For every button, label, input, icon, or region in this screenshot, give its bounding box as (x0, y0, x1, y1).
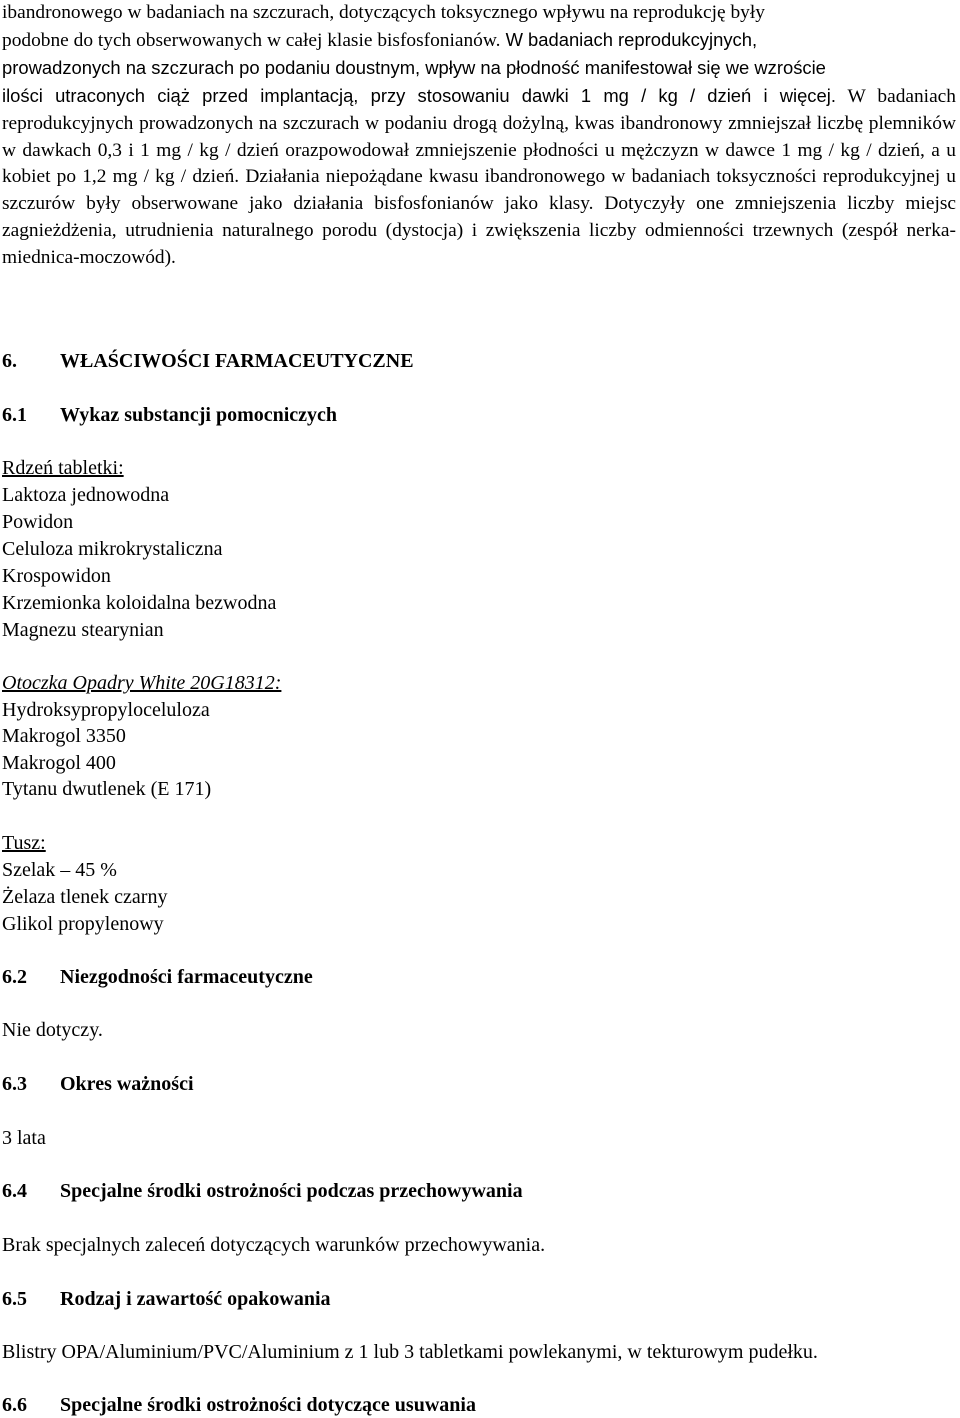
section-title: Wykaz substancji pomocniczych (60, 404, 338, 426)
list-item: Makrogol 400 (2, 752, 116, 774)
intro-paragraph (2, 0, 956, 272)
section-6-4-heading (2, 1178, 523, 1204)
list-item: Celuloza mikrokrystaliczna (2, 538, 223, 560)
section-number: 6.3 (2, 1073, 27, 1095)
section-title: Specjalne środki ostrożności podczas przechowywania (60, 1180, 523, 1202)
list-item: Makrogol 3350 (2, 725, 126, 747)
section-number: 6.4 (2, 1180, 27, 1202)
intro-line-2: podobne do tych obserwowanych w całej klasie bisfosfonianów. (2, 29, 501, 51)
section-title: Rodzaj i zawartość opakowania (60, 1288, 331, 1310)
intro-sentence-3: W badaniach reprodukcyjnych prowadzonych na szczurach w podaniu drogą dożylną, kwas ibandronowy zmniejszał liczbę plemników w dawkach 0,3 i 1 mg / kg / dzień orazpowodował zmniejszenie płodności u mężczyzn w dawce 1 mg / kg / dzień, a u kobiet po 1,2 mg / kg / dzień. Działania niepożądane kwasu ibandronowego w badaniach toksyczności reprodukcyjnej u szczurów były obserwowane jako działania bisfosfonianów jako klasy. Dotyczyły one zmniejszenia liczby miejsc zagnieżdżenia, utrudnienia naturalnego porodu (dystocja) i zwiększenia liczby odmienności trzewnych (zespół nerka-miednica-moczowód). (2, 85, 956, 269)
list-item: Krzemionka koloidalna bezwodna (2, 592, 277, 614)
list-item: Tytanu dwutlenek (E 171) (2, 778, 212, 800)
section-title: Specjalne środki ostrożności dotyczące usuwania (60, 1394, 476, 1416)
section-number: 6.5 (2, 1288, 27, 1310)
section-6-heading (2, 348, 414, 374)
section-6-3-heading (2, 1071, 194, 1097)
list-item: Krospowidon (2, 565, 111, 587)
list-item: Laktoza jednowodna (2, 484, 170, 506)
list-item: Magnezu stearynian (2, 619, 164, 641)
section-number: 6.1 (2, 404, 27, 426)
list-item: Glikol propylenowy (2, 913, 164, 935)
list-item: Powidon (2, 511, 74, 533)
intro-line-1: ibandronowego w badaniach na szczurach, dotyczących toksycznego wpływu na reprodukcję były (2, 2, 765, 23)
section-number: 6. (2, 350, 17, 372)
section-title: WŁAŚCIWOŚCI FARMACEUTYCZNE (60, 350, 414, 372)
ink-label: Tusz: (2, 832, 46, 854)
intro-sentence-2a: W badaniach reprodukcyjnych, (500, 28, 758, 50)
section-6-1-heading (2, 402, 337, 428)
section-title: Okres ważności (60, 1073, 194, 1095)
intro-sentence-2b: prowadzonych na szczurach po podaniu doustnym, wpływ na płodność manifestował się we wzroście (2, 56, 826, 78)
section-6-6-heading (2, 1392, 476, 1418)
section-body: Brak specjalnych zaleceń dotyczących warunków przechowywania. (2, 1234, 546, 1256)
intro-sentence-2c: ilości utraconych ciąż przed implantacją, przy stosowaniu dawki 1 mg / kg / dzień i więcej. (2, 84, 836, 106)
coating-label: Otoczka Opadry White 20G18312: (2, 672, 282, 694)
section-body: 3 lata (2, 1127, 46, 1149)
section-number: 6.2 (2, 966, 27, 988)
list-item: Żelaza tlenek czarny (2, 886, 168, 908)
core-label: Rdzeń tabletki: (2, 457, 124, 479)
section-6-2-heading (2, 964, 313, 990)
section-body: Blistry OPA/Aluminium/PVC/Aluminium z 1 lub 3 tabletkami powlekanymi, w tekturowym pudełku. (2, 1341, 818, 1363)
list-item: Hydroksypropyloceluloza (2, 699, 210, 721)
section-6-5-heading (2, 1286, 331, 1312)
section-title: Niezgodności farmaceutyczne (60, 966, 313, 988)
list-item: Szelak – 45 % (2, 859, 117, 881)
section-number: 6.6 (2, 1394, 27, 1416)
section-body: Nie dotyczy. (2, 1019, 103, 1041)
